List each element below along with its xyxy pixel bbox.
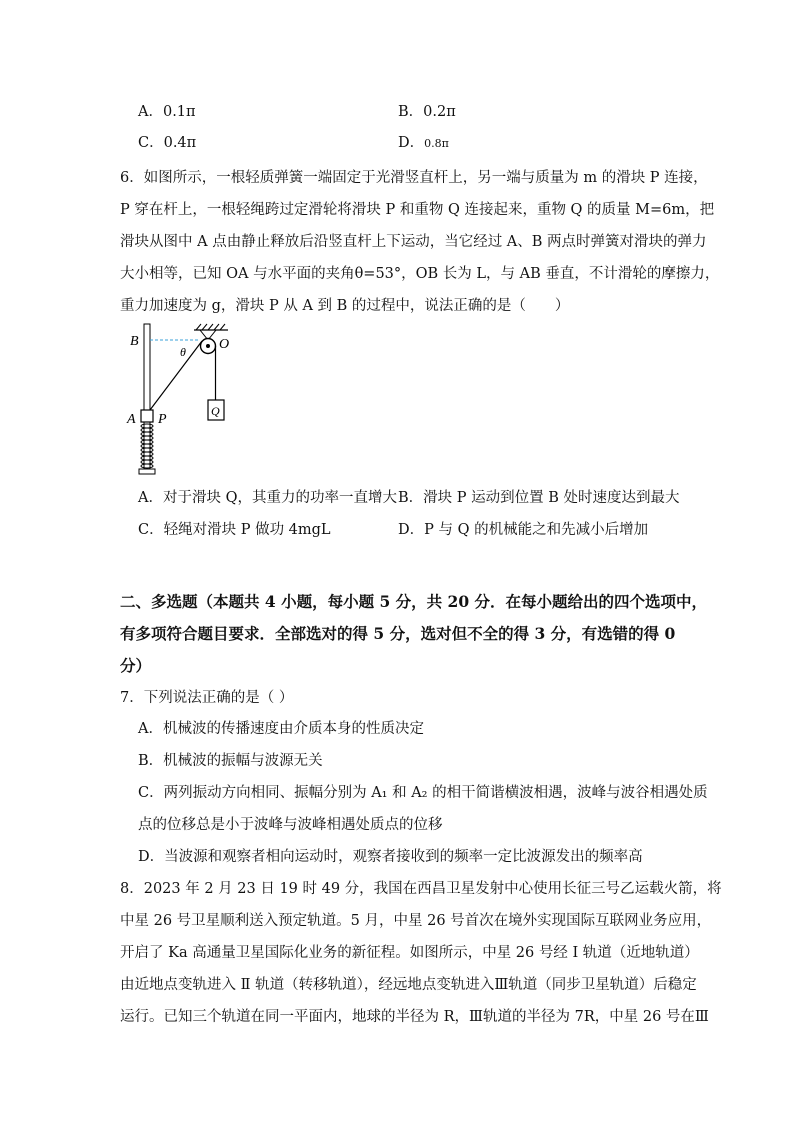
q6-option-a: A．对于滑块 Q，其重力的功率一直增大 <box>138 490 397 506</box>
q6-figure <box>120 318 260 478</box>
q6-line-2: P 穿在杆上，一根轻绳跨过定滑轮将滑块 P 和重物 Q 连接起来，重物 Q 的质量 M=6m，把 <box>120 202 715 218</box>
q6-line-5: 重力加速度为 g，滑块 P 从 A 到 B 的过程中，说法正确的是（ ） <box>120 298 570 314</box>
q5-option-d-value: 0.8π <box>424 137 449 150</box>
q5-option-c: C．0.4π <box>138 135 197 151</box>
q7-option-c: C．两列振动方向相同、振幅分别为 A₁ 和 A₂ 的相干简谐横波相遇，波峰与波谷相遇处质 <box>138 785 708 801</box>
section-2-heading-line-1: 二、多选题（本题共 4 小题，每小题 5 分，共 20 分．在每小题给出的四个选项中， <box>120 592 708 611</box>
q7-option-c-cont: 点的位移总是小于波峰与波峰相遇处质点的位移 <box>138 817 443 833</box>
label-a: A <box>127 412 136 427</box>
q8-line-5: 运行。已知三个轨道在同一平面内，地球的半径为 R，Ⅲ轨道的半径为 7R，中星 26 号在Ⅲ <box>120 1009 709 1025</box>
slider-p <box>141 410 153 422</box>
section-2-heading-line-2: 有多项符合题目要求．全部选对的得 5 分，选对但不全的得 3 分，有选错的得 0 <box>120 624 676 643</box>
q7-stem: 7．下列说法正确的是（ ） <box>120 690 294 706</box>
q7-option-d: D．当波源和观察者相向运动时，观察者接收到的频率一定比波源发出的频率高 <box>138 849 643 865</box>
label-o: O <box>219 337 230 352</box>
q5-option-b: B．0.2π <box>398 104 456 120</box>
q8-line-2: 中星 26 号卫星顺利送入预定轨道。5 月，中星 26 号首次在境外实现国际互联网业务应用， <box>120 913 712 929</box>
q7-option-a: A．机械波的传播速度由介质本身的性质决定 <box>138 721 424 737</box>
label-theta: θ <box>180 345 186 359</box>
label-p: P <box>158 412 167 427</box>
q8-line-3: 开启了 Ka 高通量卫星国际化业务的新征程。如图所示，中星 26 号经 Ⅰ 轨道（近地轨道） <box>120 945 699 961</box>
section-2-heading-line-3: 分） <box>120 656 152 675</box>
label-b: B <box>130 334 139 349</box>
label-q: Q <box>211 404 220 418</box>
q5-option-d-label: D． <box>398 135 425 151</box>
q6-option-d: D．P 与 Q 的机械能之和先减小后增加 <box>398 522 649 538</box>
q7-option-b: B．机械波的振幅与波源无关 <box>138 753 323 769</box>
ceiling-hatch <box>196 324 225 330</box>
q6-option-b: B．滑块 P 运动到位置 B 处时速度达到最大 <box>398 490 680 506</box>
rope-oa <box>150 341 202 410</box>
q8-line-4: 由近地点变轨进入 Ⅱ 轨道（转移轨道），经远地点变轨进入Ⅲ轨道（同步卫星轨道）后稳定 <box>120 977 697 993</box>
q6-line-4: 大小相等，已知 OA 与水平面的夹角θ=53°，OB 长为 L，与 AB 垂直，不计滑轮的摩擦力， <box>120 266 720 282</box>
q5-option-a: A．0.1π <box>138 104 196 120</box>
spring-base <box>139 469 155 474</box>
q5-option-d <box>398 133 449 154</box>
q6-option-c: C．轻绳对滑块 P 做功 4mgL <box>138 522 331 538</box>
q6-line-3: 滑块从图中 A 点由静止释放后沿竖直杆上下运动，当它经过 A、B 两点时弹簧对滑块的弹力 <box>120 234 707 250</box>
q8-line-1: 8．2023 年 2 月 23 日 19 时 49 分，我国在西昌卫星发射中心使用长征三号乙运载火箭，将 <box>120 881 722 897</box>
q6-line-1: 6．如图所示，一根轻质弹簧一端固定于光滑竖直杆上，另一端与质量为 m 的滑块 P 连接， <box>120 170 708 186</box>
